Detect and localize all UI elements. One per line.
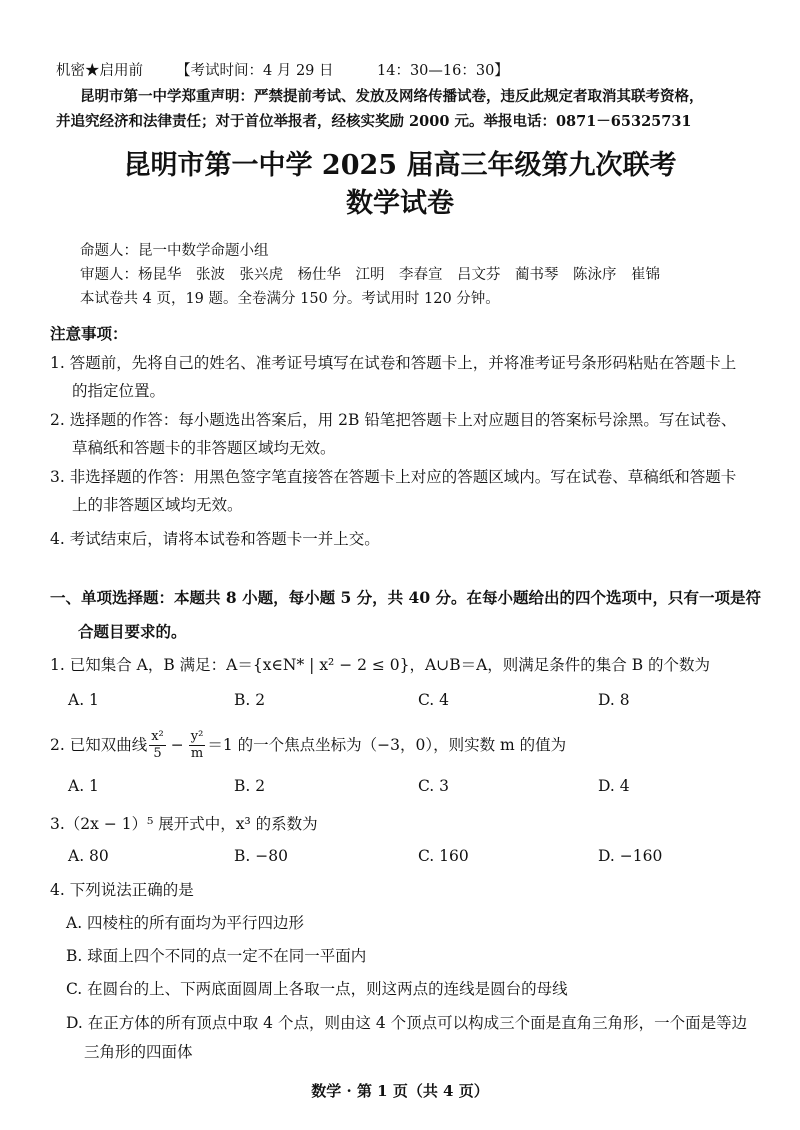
- q3-option-b: B. −80: [234, 847, 288, 865]
- page-footer: 数学 · 第 1 页（共 4 页）: [311, 1082, 489, 1100]
- exam-time: 【考试时间：4 月 29 日 14：30—16：30】: [176, 63, 509, 79]
- q2-option-d: D. 4: [598, 777, 630, 795]
- q4-option-d-line-2: 三角形的四面体: [84, 1043, 193, 1061]
- q3-option-d: D. −160: [598, 847, 663, 865]
- q2-fraction-y: [189, 729, 206, 762]
- q2-stem-suffix: ＝1 的一个焦点坐标为（−3，0），则实数 m 的值为: [207, 736, 567, 754]
- section-1-line-2: 合题目要求的。: [78, 622, 187, 641]
- note-1-line-1: 1. 答题前，先将自己的姓名、准考证号填写在试卷和答题卡上，并将准考证号条形码粘贴在答题卡上: [50, 354, 737, 372]
- q1-option-c: C. 4: [418, 691, 450, 709]
- q4-option-b: B. 球面上四个不同的点一定不在同一平面内: [66, 947, 367, 965]
- q2-stem-prefix: 2. 已知双曲线: [50, 736, 148, 754]
- note-3-line-1: 3. 非选择题的作答：用黑色签字笔直接答在答题卡上对应的答题区域内。写在试卷、草稿纸和答题卡: [50, 468, 737, 486]
- reviewers: 审题人：杨昆华 张波 张兴虎 杨仕华 江明 李春宣 吕文芬 蔺书琴 陈泳序 崔锦: [80, 267, 660, 283]
- q1-option-b: B. 2: [234, 691, 266, 709]
- notice-line-1: 昆明市第一中学郑重声明：严禁提前考试、发放及网络传播试卷，违反此规定者取消其联考资格，: [80, 88, 704, 105]
- q2-option-c: C. 3: [418, 777, 450, 795]
- question-3-stem: 3.（2x − 1）⁵ 展开式中，x³ 的系数为: [50, 815, 318, 833]
- q4-option-c: C. 在圆台的上、下两底面圆周上各取一点，则这两点的连线是圆台的母线: [66, 980, 568, 998]
- q2-option-a: A. 1: [68, 777, 99, 795]
- question-4-stem: 4. 下列说法正确的是: [50, 881, 194, 899]
- question-2-stem: [50, 723, 566, 767]
- q2-frac1-den: 5: [153, 745, 162, 761]
- q4-option-d-line-1: D. 在正方体的所有顶点中取 4 个点，则由这 4 个顶点可以构成三个面是直角三角形，一个面是等边: [66, 1014, 748, 1032]
- exam-title: 昆明市第一中学 2025 届高三年级第九次联考: [123, 150, 677, 181]
- note-4: 4. 考试结束后，请将本试卷和答题卡一并上交。: [50, 530, 380, 548]
- paper-info: 本试卷共 4 页，19 题。全卷满分 150 分。考试用时 120 分钟。: [80, 291, 500, 307]
- section-1-line-1: 一、单项选择题：本题共 8 小题，每小题 5 分，共 40 分。在每小题给出的四个选项中，只有一项是符: [50, 588, 762, 607]
- q2-frac1-num: x²: [151, 728, 164, 744]
- q1-option-d: D. 8: [598, 691, 630, 709]
- q2-frac2-num: y²: [190, 728, 204, 744]
- notes-heading: 注意事项：: [50, 324, 128, 343]
- q3-option-c: C. 160: [418, 847, 469, 865]
- question-1-stem: 1. 已知集合 A，B 满足：A＝{x∈N* | x² − 2 ≤ 0}，A∪B＝A，则满足条件的集合 B 的个数为: [50, 656, 711, 674]
- exam-subtitle: 数学试卷: [346, 188, 454, 219]
- q2-minus: −: [170, 736, 184, 754]
- note-1-line-2: 的指定位置。: [72, 382, 166, 400]
- confidential-label: 机密★启用前: [56, 63, 143, 79]
- q2-frac2-den: m: [190, 745, 204, 761]
- q4-option-a: A. 四棱柱的所有面均为平行四边形: [66, 914, 305, 932]
- q3-option-a: A. 80: [68, 847, 109, 865]
- note-3-line-2: 上的非答题区域均无效。: [72, 496, 243, 514]
- q2-option-b: B. 2: [234, 777, 266, 795]
- composer: 命题人：昆一中数学命题小组: [80, 243, 269, 259]
- notice-line-2: 并追究经济和法律责任；对于首位举报者，经核实奖励 2000 元。举报电话：0871－65325731: [56, 113, 692, 130]
- note-2-line-1: 2. 选择题的作答：每小题选出答案后，用 2B 铅笔把答题卡上对应题目的答案标号涂黑。写在试卷、: [50, 411, 737, 429]
- q2-fraction-x: [149, 729, 166, 762]
- note-2-line-2: 草稿纸和答题卡的非答题区域均无效。: [72, 439, 336, 457]
- q1-option-a: A. 1: [68, 691, 99, 709]
